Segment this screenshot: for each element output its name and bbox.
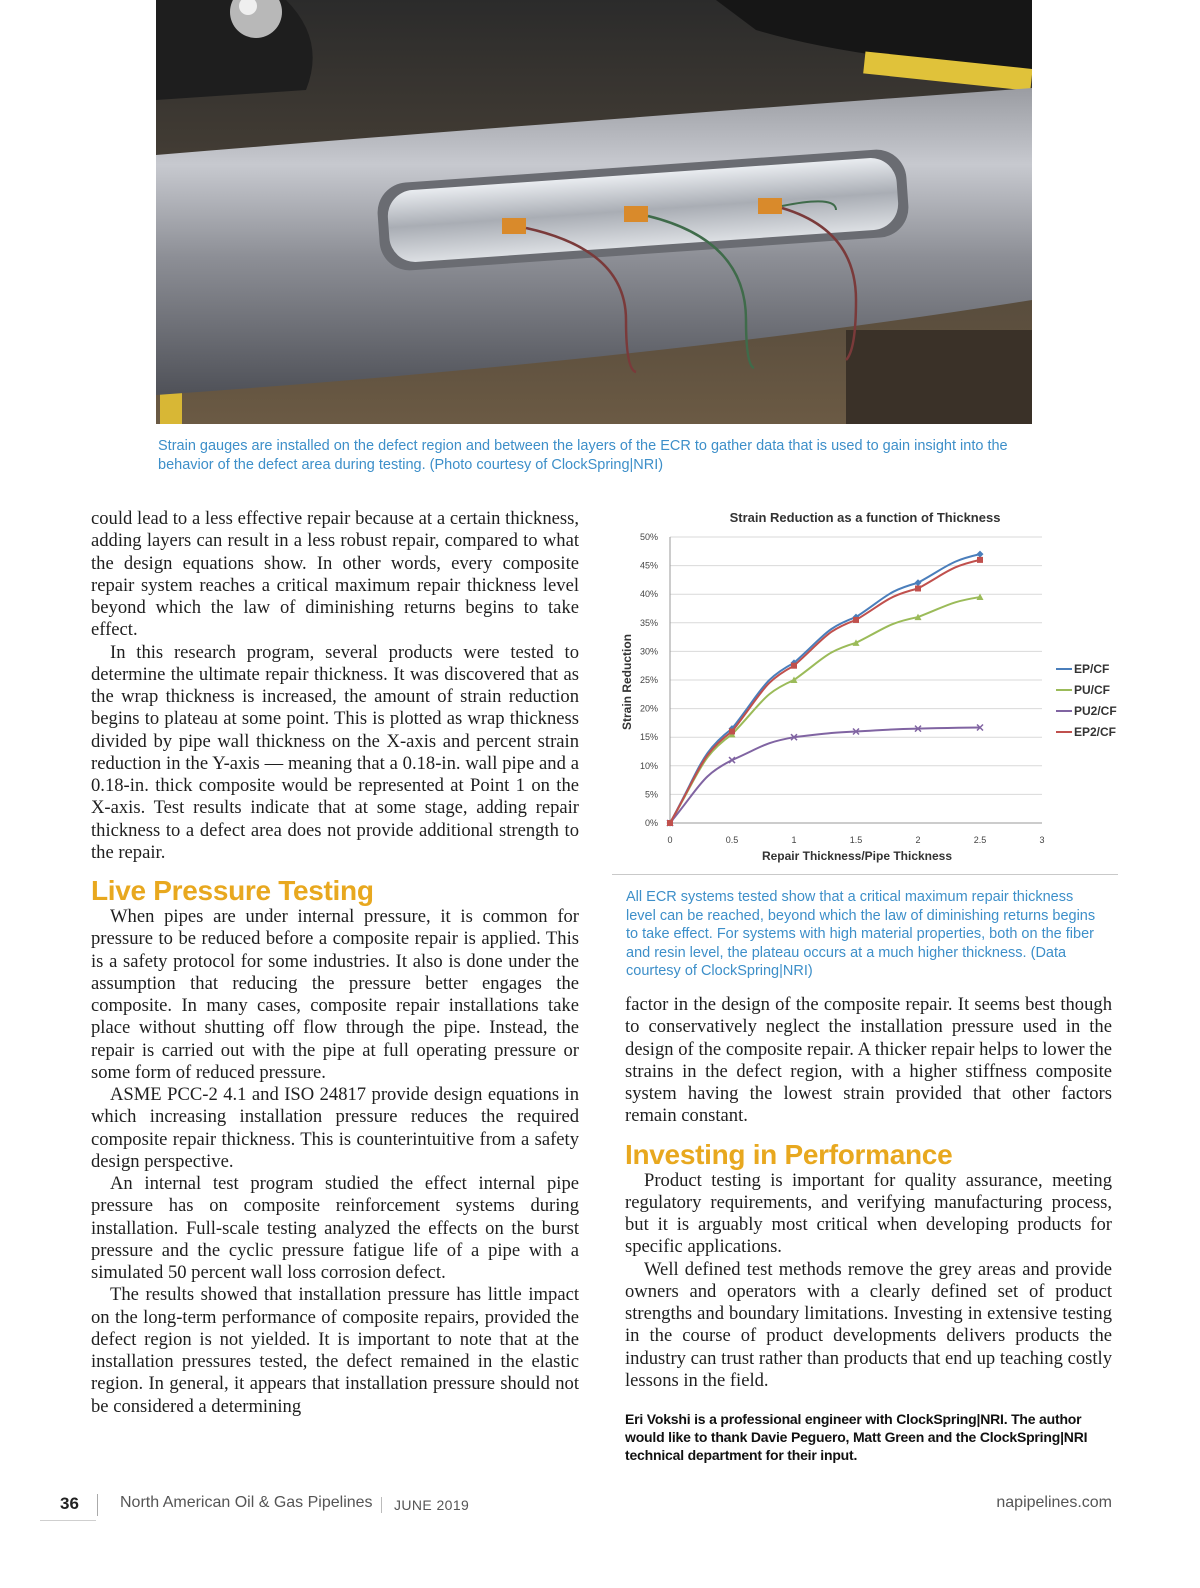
data-point (853, 617, 859, 623)
y-tick-label: 25% (639, 675, 658, 685)
magazine-name: North American Oil & Gas Pipelines (120, 1494, 373, 1511)
y-tick-label: 5% (644, 789, 658, 800)
issue-date: JUNE 2019 (394, 1497, 470, 1513)
paragraph: Product testing is important for quality assurance, meeting regulatory requirements, and verifying manufacturing process, but it is arguably most critical when developing products for specific applications. (625, 1169, 1112, 1258)
data-point (667, 820, 673, 826)
y-tick-label: 40% (639, 589, 658, 600)
data-point (977, 557, 983, 563)
data-point (977, 551, 984, 558)
data-point (729, 728, 735, 734)
x-tick-label: 0.5 (725, 835, 739, 845)
series-line-pu-cf (670, 597, 980, 823)
paragraph: could lead to a less effective repair because at a certain thickness, adding layers can result in a less robust repair, compared to what the design equations show. In other words, every composite repair system reaches a critical maximum repair thickness level beyond which the law of diminishing returns begins to take effect. (91, 508, 579, 641)
x-tick-label: 1 (791, 835, 797, 845)
paragraph: An internal test program studied the effect internal pipe pressure has on composite reinforcement systems during installation. Full-scale testing analyzed the effects on the burst pressure and the cyclic pressure fatigue life of a pipe with a simulated 50 percent wall loss corrosion defect. (91, 1173, 579, 1283)
y-tick-label: 45% (639, 560, 658, 571)
photo-caption: Strain gauges are installed on the defect region and between the layers of the ECR to gather data that is used to gain insight into the behavior of the defect area during testing. (Photo courtesy of ClockSpring|NRI) (158, 438, 1008, 473)
page-number: 36 (60, 1494, 79, 1513)
x-axis-label: Repair Thickness/Pipe Thickness (761, 849, 953, 863)
y-tick-label: 10% (639, 760, 658, 771)
author-bio: Eri Vokshi is a professional engineer with ClockSpring|NRI. The author would like to thank Davie Peguero, Matt Green and the ClockSpring|NRI technical department for their input. (625, 1411, 1088, 1463)
y-tick-label: 35% (639, 617, 658, 628)
footer-rule (40, 1520, 96, 1521)
x-tick-label: 1.5 (849, 835, 863, 845)
data-point (791, 663, 797, 669)
website-link[interactable]: napipelines.com (996, 1494, 1112, 1511)
footer-divider (381, 1497, 382, 1513)
chart-caption: All ECR systems tested show that a critical maximum repair thickness level can be reached, beyond which the law of diminishing returns begins to take effect. For systems with high material properties, both on the fiber and resin level, the plateau occurs at a much higher thickness. (Data courtesy of ClockSpring|NRI) (626, 889, 1096, 979)
right-column (625, 994, 1112, 1464)
y-tick-label: 20% (639, 703, 658, 714)
legend-label: PU/CF (1074, 683, 1110, 697)
chart-divider (612, 874, 1118, 875)
paragraph: factor in the design of the composite repair. It seems best though to conservatively neglect the installation pressure used in the design of the composite repair. A thicker repair helps to lower the strains in the defect region, with a higher stiffness composite system having the lowest strain provided that other factors remain constant. (625, 994, 1112, 1127)
footer-divider (97, 1494, 98, 1516)
x-tick-label: 3 (1039, 835, 1045, 845)
y-tick-label: 30% (639, 646, 658, 657)
y-tick-label: 50% (639, 532, 658, 542)
left-column (91, 508, 579, 1418)
legend-label: PU2/CF (1074, 704, 1117, 718)
data-point (915, 585, 921, 591)
strain-gauge-photo (156, 0, 1032, 424)
y-tick-label: 0% (644, 818, 658, 828)
series-line-ep2-cf (670, 560, 980, 823)
paragraph: In this research program, several products were tested to determine the ultimate repair thickness. It was discovered that as the wrap thickness is increased, the amount of strain reduction begins to plateau at some point. This is plotted as wrap thickness divided by pipe wall thickness on the X-axis and percent strain reduction in the Y-axis — meaning that a 0.18-in. wall pipe and a 0.18-in. thick composite would be represented at Point 1 on the X-axis. Test results indicate that at some stage, adding repair thickness to a defect area does not provide additional strength to the repair. (91, 641, 579, 863)
x-tick-label: 0 (667, 835, 673, 845)
paragraph: ASME PCC-2 4.1 and ISO 24817 provide design equations in which increasing installation pressure reduces the required composite repair thickness. This is counterintuitive from a safety design perspective. (91, 1084, 579, 1172)
strain-reduction-chart (612, 500, 1118, 876)
paragraph: The results showed that installation pressure has little impact on the long-term performance of composite repairs, provided the defect region is not yielded. It is important to note that at the installation pressures tested, the defect remained in the elastic region. In general, it appears that installation pressure should not be considered a determining (91, 1284, 579, 1417)
x-tick-label: 2.5 (973, 835, 987, 845)
section-heading-investing: Investing in Performance (625, 1138, 953, 1170)
paragraph: When pipes are under internal pressure, it is common for pressure to be reduced before a composite repair is applied. This is a safety protocol for some industries. It also is done under the assumption that reducing the pressure better engages the composite. In many cases, composite repair installations take place without shutting off flow through the pipe. Instead, the repair is carried out with the pipe at full operating pressure or some form of reduced pressure. (91, 906, 579, 1083)
paragraph: Well defined test methods remove the grey areas and provide owners and operators with a clearly defined set of product strengths and boundary limitations. Investing in extensive testing in the course of product developments delivers products the industry can trust rather than products that end up teaching costly lessons in the field. (625, 1258, 1112, 1391)
legend-label: EP/CF (1074, 662, 1110, 676)
legend-label: EP2/CF (1074, 725, 1117, 739)
chart-title: Strain Reduction as a function of Thickness (729, 510, 1001, 525)
section-heading-live-pressure: Live Pressure Testing (91, 875, 374, 906)
x-tick-label: 2 (915, 835, 921, 845)
y-tick-label: 15% (639, 732, 658, 743)
y-axis-label: Strain Reduction (620, 633, 634, 731)
